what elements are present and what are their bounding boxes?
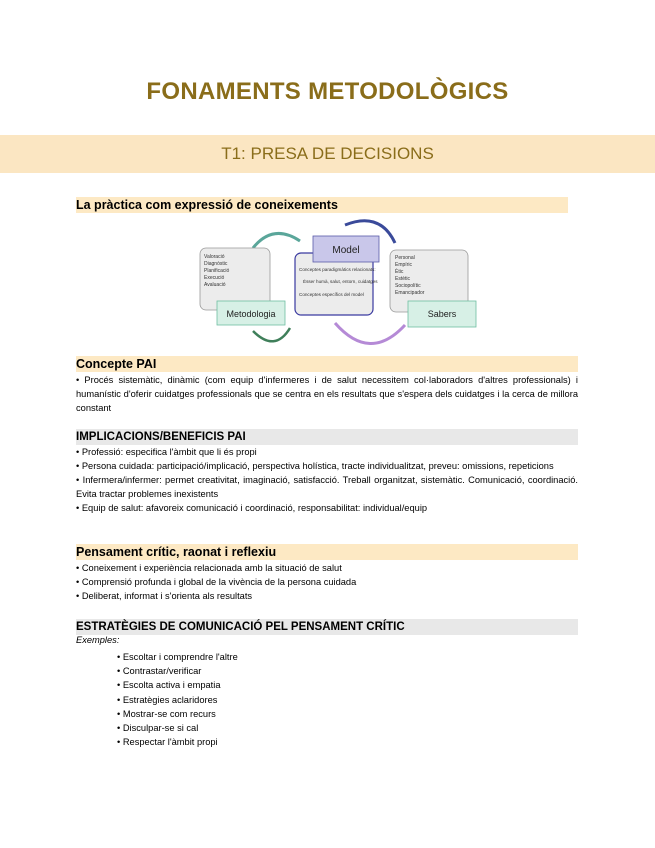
list-item: • Coneixement i experiència relacionada amb la situació de salut <box>76 563 342 573</box>
list-item: • Respectar l'àmbit propi <box>117 737 218 748</box>
metodologia-item: Valoració <box>204 254 225 260</box>
metodologia-item: Planificació <box>204 268 230 274</box>
list-item: • Mostrar-se com recurs <box>117 708 216 719</box>
implicacions-list <box>76 445 578 515</box>
model-item: Conceptes paradigmàtics relacionats: <box>299 267 376 272</box>
section-heading-practica: La pràctica com expressió de coneixements <box>76 197 568 213</box>
sabers-label: Sabers <box>427 309 457 319</box>
estrategies-list <box>117 650 238 749</box>
concepte-pai-text: • Procés sistemàtic, dinàmic (com equip d'infermeres i de salut necessitem col·laboradors d'altres professionals) i humanístic d'oferir cuidatges professionals que se centra en els resultats que s'espera dels cuidatges i la cerca de millora constant <box>76 375 578 413</box>
list-item: • Contrastar/verificar <box>117 666 202 677</box>
list-item: • Persona cuidada: participació/implicació, perspectiva holística, tracte individualitzat, preveu: omissions, repeticions <box>76 461 554 471</box>
section-heading-pensament-critic: Pensament crític, raonat i reflexiu <box>76 544 578 560</box>
list-item: • Escolta activa i empatia <box>117 680 221 691</box>
metodologia-item: Execució <box>204 275 225 281</box>
sabers-item: Emancipador <box>395 290 425 296</box>
model-item: Ésser humà, salut, entorn, cuidatges <box>303 279 378 284</box>
examples-label: Exemples: <box>76 635 120 645</box>
metodologia-item: Diagnòstic <box>204 261 228 267</box>
topic-title: T1: PRESA DE DECISIONS <box>221 144 434 163</box>
list-item: • Disculpar-se si cal <box>117 723 199 734</box>
list-item: • Escoltar i comprendre l'altre <box>117 652 238 662</box>
list-item: • Estratègies aclaridores <box>117 694 218 705</box>
sabers-item: Ètic <box>395 269 404 275</box>
sabers-item: Personal <box>395 255 415 261</box>
sabers-item: Estètic <box>395 276 411 282</box>
list-item: • Comprensió profunda i global de la vivència de la persona cuidada <box>76 577 357 587</box>
metodologia-item: Avaluació <box>204 282 226 288</box>
list-item: • Deliberat, informat i s'orienta als resultats <box>76 591 253 601</box>
section-heading-estrategies: ESTRATÈGIES DE COMUNICACIÓ PEL PENSAMENT CRÍTIC <box>76 619 578 635</box>
sabers-item: Sociopolític <box>395 283 421 289</box>
section-heading-implicacions: IMPLICACIONS/BENEFICIS PAI <box>76 429 578 445</box>
model-item: Conceptes específics del model <box>299 292 364 297</box>
sabers-item: Empíric <box>395 262 412 268</box>
arrow-green-bottom <box>253 328 290 341</box>
list-item: • Infermera/infermer: permet creativitat, imaginació, satisfacció. Treball organitzat, sistemàtic. Comunicació, coordinació. Evita tractar problemes inexistents <box>76 475 578 499</box>
arrow-purple-bottom <box>335 323 405 344</box>
section-heading-concepte-pai: Concepte PAI <box>76 356 578 372</box>
pensament-critic-list <box>76 561 578 603</box>
list-item: • Equip de salut: afavoreix comunicació i coordinació, responsabilitat: individual/equip <box>76 503 428 513</box>
list-item: • Professió: especifica l'àmbit que li és propi <box>76 447 257 457</box>
page-title: FONAMENTS METODOLÒGICS <box>146 78 509 105</box>
metodologia-label: Metodologia <box>226 309 276 319</box>
arrow-green-top <box>253 233 300 248</box>
topic-banner <box>0 135 655 173</box>
model-label: Model <box>332 245 360 256</box>
process-diagram <box>195 213 480 353</box>
